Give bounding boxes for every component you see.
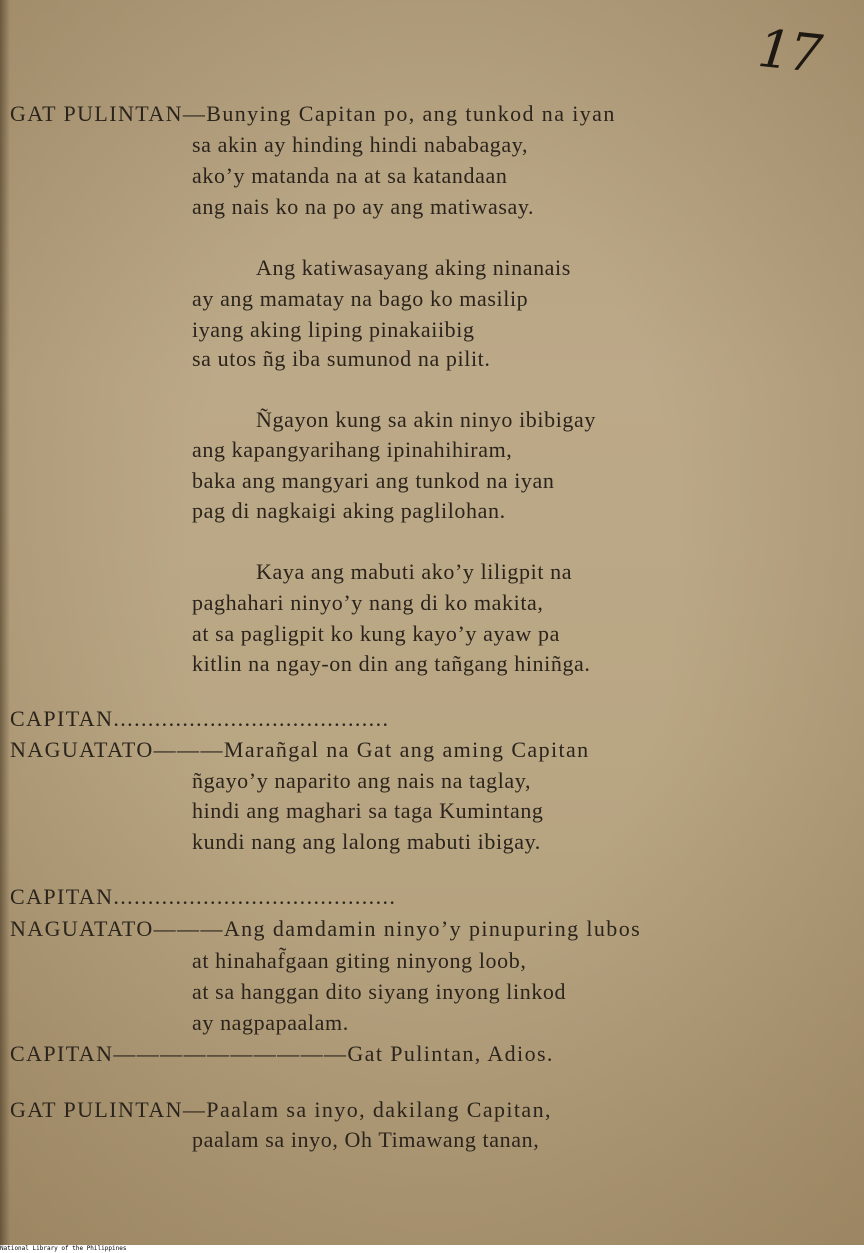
verse-line: sa akin ay hinding hindi nababagay,	[192, 132, 529, 157]
verse-line: ay nagpapaalam.	[192, 1010, 349, 1035]
verse-line: Ang katiwasayang aking ninanais	[256, 255, 571, 280]
verse-line: ang nais ko na po ay ang matiwasay.	[192, 194, 535, 219]
verse-line: iyang aking liping pinakaiibig	[192, 317, 475, 342]
verse-line: paghahari ninyo’y nang di ko makita,	[192, 590, 544, 615]
verse-line: kundi nang ang lalong mabuti ibigay.	[192, 829, 541, 854]
verse-line: Kaya ang mabuti ako’y liligpit na	[256, 559, 573, 584]
page-edge-shadow	[0, 0, 10, 1245]
speaker-line-naguatato: NAGUATATO———Ang damdamin ninyo’y pinupuring lubos	[10, 916, 642, 941]
speaker-line-capitan: CAPITAN........................................	[10, 706, 390, 731]
verse-line: Ñgayon kung sa akin ninyo ibibigay	[256, 407, 596, 432]
speaker-line-capitan: CAPITAN.........................................	[10, 884, 397, 909]
verse-line: ako’y matanda na at sa katandaan	[192, 163, 508, 188]
verse-line: ang kapangyarihang ipinahihiram,	[192, 437, 513, 462]
library-credit: National Library of the Philippines	[0, 1245, 864, 1253]
verse-line: sa utos ñg iba sumunod na pilit.	[192, 346, 491, 371]
verse-line: paalam sa inyo, Oh Timawang tanan,	[192, 1127, 540, 1152]
speaker-line-gat-pulintan: GAT PULINTAN—Bunying Capitan po, ang tunkod na iyan	[10, 101, 616, 126]
page-number: 17	[755, 18, 824, 86]
verse-line: ay ang mamatay na bago ko masilip	[192, 286, 529, 311]
verse-line: ñgayo’y naparito ang nais na taglay,	[192, 768, 532, 793]
verse-line: at sa pagligpit ko kung kayo’y ayaw pa	[192, 621, 560, 646]
verse-line: pag di nagkaigi aking paglilohan.	[192, 498, 506, 523]
verse-line: hindi ang maghari sa taga Kumintang	[192, 798, 544, 823]
verse-line: at hinahaf̃gaan giting ninyong loob,	[192, 948, 527, 973]
speaker-line-capitan: CAPITAN——————————Gat Pulintan, Adios.	[10, 1041, 554, 1066]
verse-line: kitlin na ngay-on din ang tañgang hiniñga.	[192, 651, 591, 676]
speaker-line-gat-pulintan: GAT PULINTAN—Paalam sa inyo, dakilang Capitan,	[10, 1097, 552, 1122]
verse-line: baka ang mangyari ang tunkod na iyan	[192, 468, 555, 493]
speaker-line-naguatato: NAGUATATO———Marañgal na Gat ang aming Capitan	[10, 737, 590, 762]
verse-line: at sa hanggan dito siyang inyong linkod	[192, 979, 567, 1004]
